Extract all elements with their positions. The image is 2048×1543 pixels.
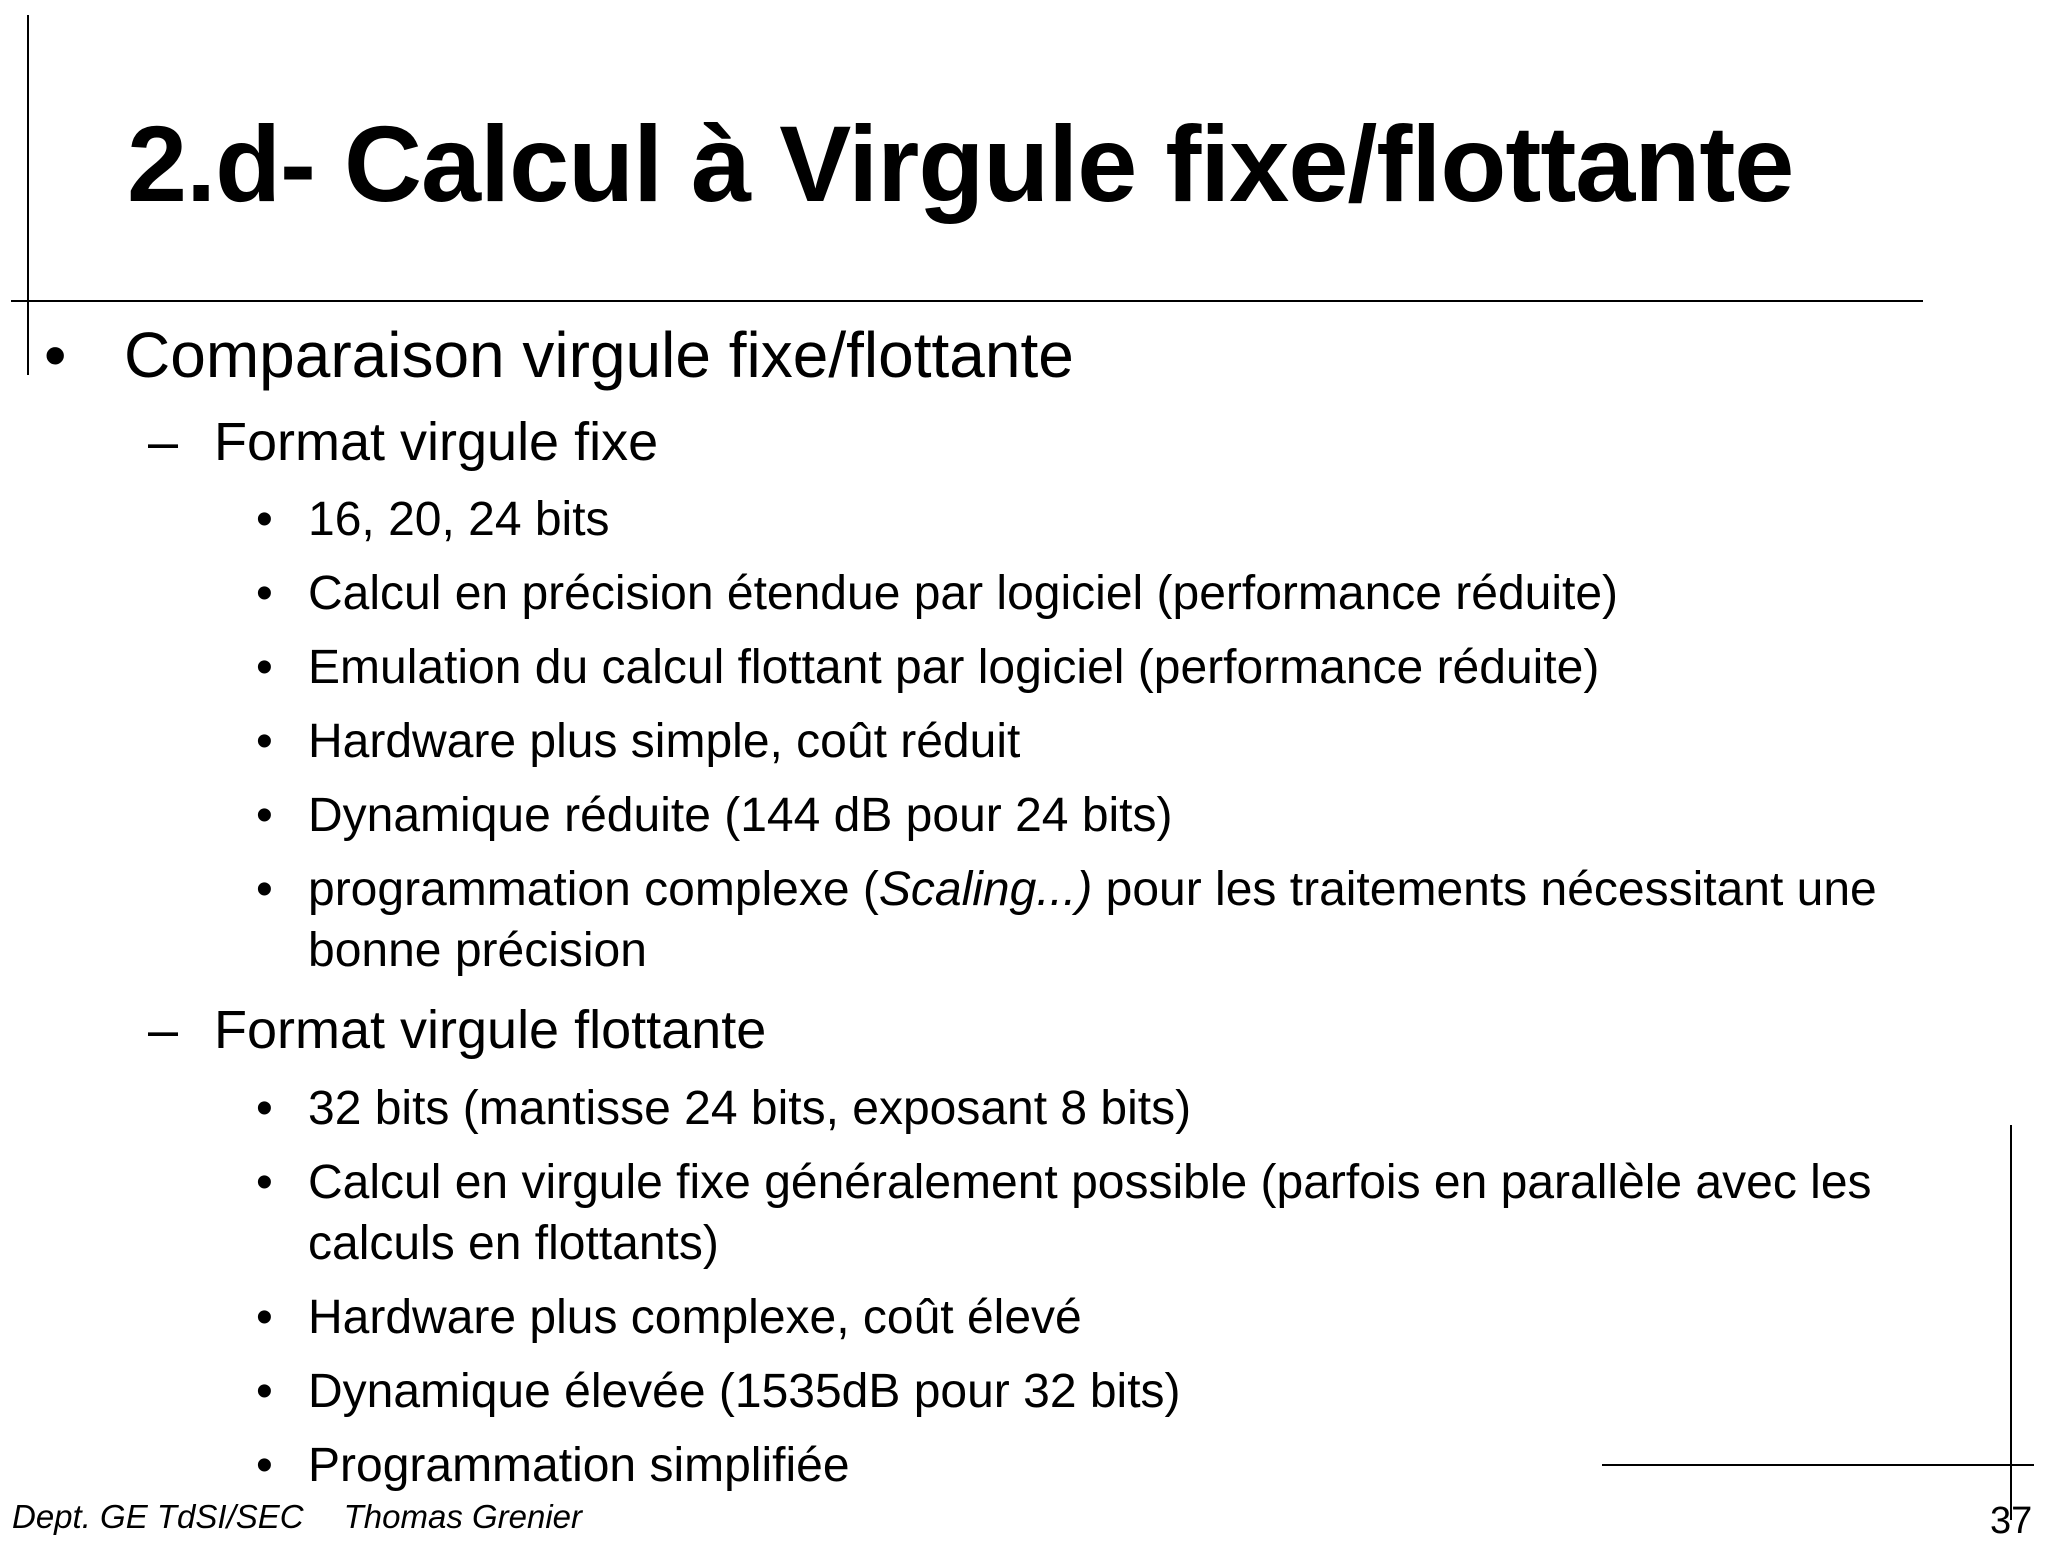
list-item-text: Dynamique élevée (1535dB pour 32 bits) <box>308 1365 1181 1418</box>
list-item-text: Programmation simplifiée <box>308 1439 850 1492</box>
dash-icon: – <box>148 1000 179 1060</box>
page-number: 37 <box>1990 1500 2033 1542</box>
slide-title: 2.d- Calcul à Virgule fixe/flottante <box>127 103 1794 224</box>
footer <box>12 1498 582 1536</box>
frame-line-vertical-bottom <box>2010 1125 2012 1520</box>
bullet-icon: • <box>256 1082 273 1135</box>
list-item-continuation: bonne précision <box>308 924 647 977</box>
list-item-text: Calcul en virgule fixe généralement possible (parfois en parallèle avec les <box>308 1156 1872 1209</box>
bullet-icon: • <box>256 1439 273 1492</box>
bullet-icon: • <box>256 1365 273 1418</box>
list-item-continuation: calculs en flottants) <box>308 1217 719 1270</box>
main-point-text: Comparaison virgule fixe/flottante <box>124 319 1074 391</box>
dash-icon: – <box>148 412 179 472</box>
bullet-icon: • <box>256 567 273 620</box>
bullet-icon: • <box>256 715 273 768</box>
list-item-text: 32 bits (mantisse 24 bits, exposant 8 bits) <box>308 1082 1192 1135</box>
list-item-text: Hardware plus simple, coût réduit <box>308 715 1021 768</box>
footer-author: Thomas Grenier <box>343 1498 583 1535</box>
list-item-text: Emulation du calcul flottant par logiciel (performance réduite) <box>308 641 1600 694</box>
bullet-icon: • <box>256 789 273 842</box>
title-underline <box>11 300 1923 302</box>
frame-line-horizontal-bottom <box>1602 1464 2034 1466</box>
list-item-text: 16, 20, 24 bits <box>308 493 610 546</box>
bullet-icon: • <box>256 641 273 694</box>
list-item-text: programmation complexe (Scaling...) pour les traitements nécessitant une <box>308 863 1877 916</box>
footer-dept: Dept. GE TdSI/SEC <box>12 1498 304 1535</box>
bullet-icon: • <box>256 863 273 916</box>
list-item-text: Dynamique réduite (144 dB pour 24 bits) <box>308 789 1173 842</box>
subheading-fixed-text: Format virgule fixe <box>214 412 659 472</box>
bullet-icon: • <box>256 493 273 546</box>
list-item-text: Calcul en précision étendue par logiciel (performance réduite) <box>308 567 1619 620</box>
bullet-icon: • <box>44 319 67 391</box>
bullet-icon: • <box>256 1291 273 1344</box>
frame-line-vertical-top <box>27 15 29 375</box>
list-item-text: Hardware plus complexe, coût élevé <box>308 1291 1082 1344</box>
bullet-icon: • <box>256 1156 273 1209</box>
subheading-floating-text: Format virgule flottante <box>214 1000 767 1060</box>
